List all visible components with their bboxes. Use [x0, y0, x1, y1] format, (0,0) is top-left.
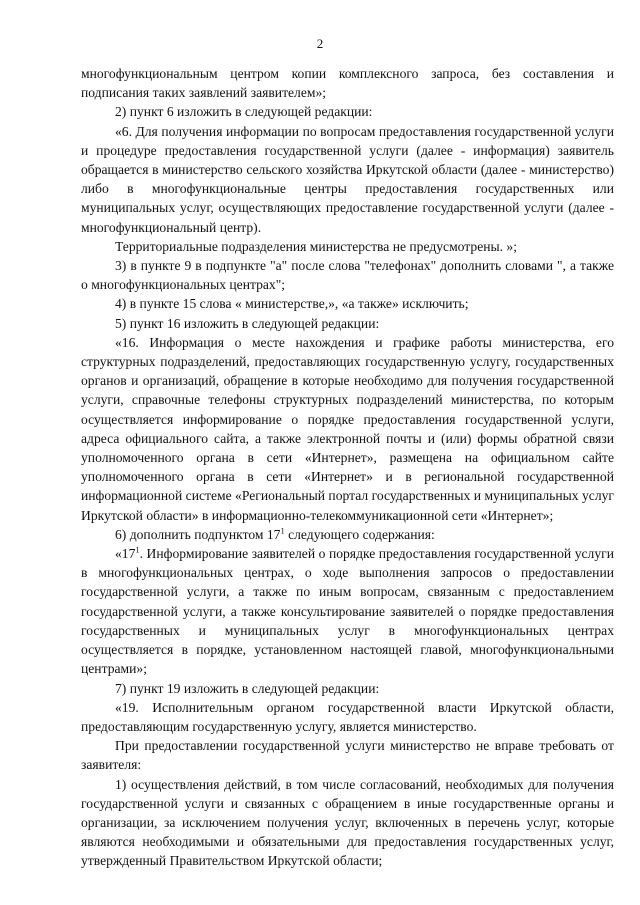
- paragraph-clause-17-1: [81, 544, 614, 678]
- clause-17-1-text: . Информирование заявителей о порядке предоставления государственной услуги в многофункциональных центрах, о ходе выполнения запросов о предоставлении государственной услуги, а также по иным вопросам, связанным с предоставлением государственной услуги, а также консультирование заявителей о порядке предоставления государственных и муниципальных услуг в многофункциональных центрах осуществляется в порядке, установленном настоящей главой, многофункциональными центрами»;: [81, 546, 614, 677]
- item-6-text-before: 6) дополнить подпунктом 17: [115, 526, 281, 542]
- page-number: 2: [316, 36, 324, 51]
- paragraph-item-4: 4) в пункте 15 слова « министерстве,», «а также» исключить;: [115, 296, 469, 312]
- paragraph-item-7: 7) пункт 19 изложить в следующей редакции:: [115, 680, 380, 696]
- paragraph-ministry-restrictions: При предоставлении государственной услуги министерство не вправе требовать от заявителя:: [81, 738, 614, 773]
- paragraph-item-2: 2) пункт 6 изложить в следующей редакции:: [115, 104, 373, 120]
- paragraph-item-5: 5) пункт 16 изложить в следующей редакции:: [115, 315, 380, 331]
- item-6-text-after: следующего содержания:: [284, 526, 435, 542]
- paragraph-clause-16: «16. Информация о месте нахождения и графике работы министерства, его структурных подразделений, предоставляющих государственную услугу, государственных органов и организаций, обращение в которые необходимо для получения государственной услуги, справочные телефоны структурных подразделений министерства, по которым осуществляется информирование о порядке предоставления государственной услуги, адреса официального сайта, а также электронной почты и (или) формы обратной связи уполномоченного органа в сети «Интернет», размещена на официальном сайте уполномоченного органа в сети «Интернет» и в региональной государственной информационной системе «Региональный портал государственных и муниципальных услуг Иркутской области» в информационно-телекоммуникационной сети «Интернет»;: [81, 334, 614, 523]
- document-body: [81, 64, 614, 871]
- clause-17-1-number: «17: [115, 546, 136, 562]
- clause-17-1-superscript: 1: [135, 544, 140, 555]
- paragraph-item-6: [81, 525, 614, 544]
- paragraph-clause-19: «19. Исполнительным органом государственной власти Иркутской области, предоставляющим государственную услугу, является министерство.: [81, 699, 614, 734]
- paragraph-clause-6: «6. Для получения информации по вопросам предоставления государственной услуги и процедуре предоставления государственной услуги (далее - информация) заявитель обращается в министерство сельского хозяйства Иркутской области (далее - министерство) либо в многофункциональные центры предоставления государственных или муниципальных услуг, осуществляющих предоставление государственной услуги (далее - многофункциональный центр).: [81, 123, 614, 235]
- paragraph-territorial-units: Территориальные подразделения министерства не предусмотрены. »;: [115, 238, 518, 254]
- item-6-superscript: 1: [280, 525, 285, 536]
- paragraph-item-3: 3) в пункте 9 в подпункте "а" после слова "телефонах" дополнить словами ", а также о многофункциональных центрах";: [81, 258, 614, 293]
- paragraph-continuation: многофункциональным центром копии комплексного запроса, без составления и подписания таких заявлений заявителем»;: [81, 66, 614, 101]
- paragraph-subitem-1: 1) осуществления действий, в том числе согласований, необходимых для получения государственной услуги и связанных с обращением в иные государственные органы и организации, за исключением получения услуг, включенных в перечень услуг, которые являются необходимыми и обязательными для предоставления государственных услуг, утвержденный Правительством Иркутской области;: [81, 776, 614, 869]
